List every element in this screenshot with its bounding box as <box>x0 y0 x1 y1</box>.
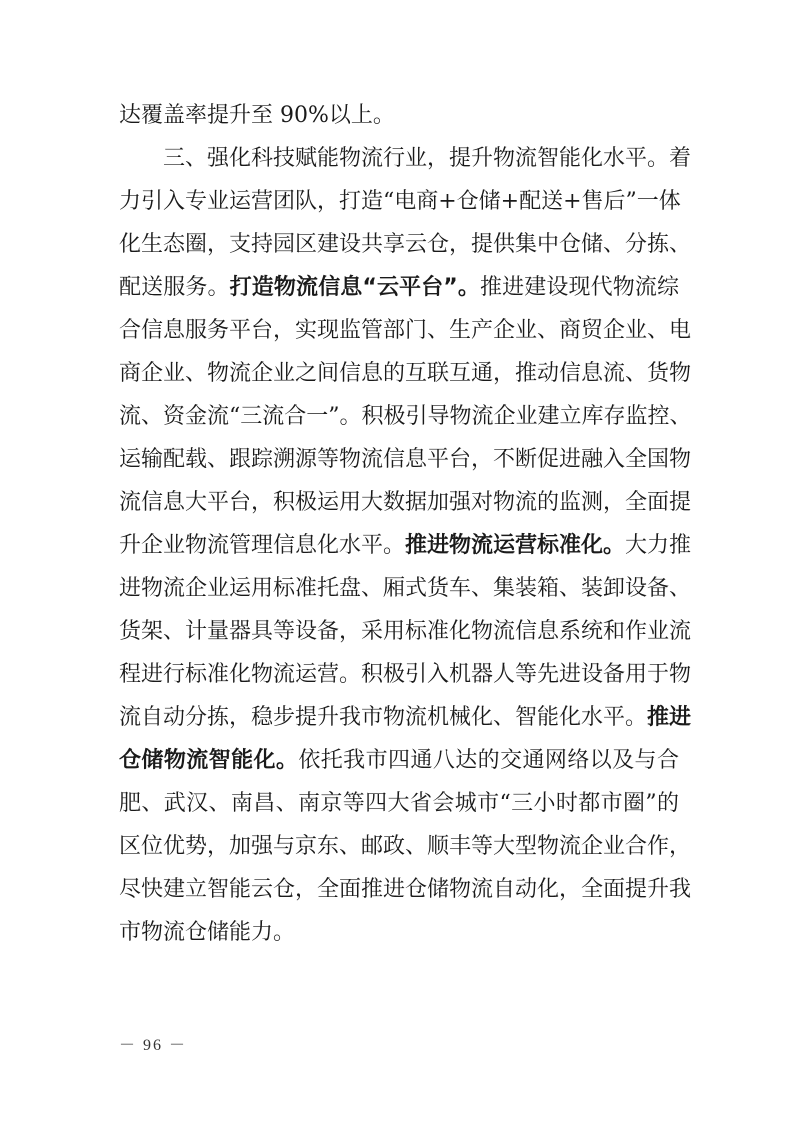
line-5-text-a: 配送服务。 <box>119 275 230 300</box>
line-15-text-a: 流自动分拣，稳步提升我市物流机械化、智能化水平。 <box>119 705 648 730</box>
text-line-8 <box>119 399 692 435</box>
text-line-9 <box>119 442 692 478</box>
line-6-text: 合信息服务平台，实现监管部门、生产企业、商贸企业、电 <box>119 318 692 343</box>
text-line-19 <box>119 872 692 908</box>
text-line-1 <box>119 98 679 134</box>
line-7-text: 商企业、物流企业之间信息的互联互通，推动信息流、货物 <box>119 361 692 386</box>
text-line-5 <box>119 270 679 306</box>
text-line-18 <box>119 829 692 865</box>
text-line-2 <box>163 141 692 177</box>
text-line-12 <box>119 571 692 607</box>
line-20-text: 市物流仓储能力。 <box>119 920 296 945</box>
line-3-text: 力引入专业运营团队，打造“电商+仓储+配送+售后”一体 <box>119 189 681 214</box>
bold-heading-warehousing-end: 仓储物流智能化。 <box>119 748 299 773</box>
line-11-text-a: 升企业物流管理信息化水平。 <box>119 533 406 558</box>
page-number: － 96 － <box>119 1037 188 1054</box>
line-18-text: 区位优势，加强与京东、邮政、顺丰等大型物流企业合作， <box>119 834 692 859</box>
line-19-text: 尽快建立智能云仓，全面推进仓储物流自动化，全面提升我 <box>119 877 692 902</box>
text-line-16 <box>119 743 679 779</box>
text-line-7 <box>119 356 692 392</box>
section-three-heading-text: 三、强化科技赋能物流行业，提升物流智能化水平。着 <box>163 146 692 171</box>
text-line-14 <box>119 657 692 693</box>
bold-heading-standardization: 推进物流运营标准化。 <box>405 533 626 558</box>
bold-heading-cloud-platform: 打造物流信息“云平台”。 <box>229 275 481 300</box>
line-5-text-c: 推进建设现代物流综 <box>480 275 679 300</box>
line-9-text: 运输配载、跟踪溯源等物流信息平台，不断促进融入全国物 <box>119 447 692 472</box>
text-line-20 <box>119 915 679 951</box>
line-14-text: 程进行标准化物流运营。积极引入机器人等先进设备用于物 <box>119 662 692 687</box>
line-11-text-c: 大力推 <box>625 533 692 558</box>
text-line-4 <box>119 227 692 263</box>
line-1-text: 达覆盖率提升至 90%以上。 <box>119 103 395 128</box>
text-line-6 <box>119 313 692 349</box>
text-line-11 <box>119 528 692 564</box>
bold-heading-warehousing-start: 推进 <box>647 705 692 730</box>
text-line-10 <box>119 485 692 521</box>
line-4-text: 化生态圈，支持园区建设共享云仓，提供集中仓储、分拣、 <box>119 232 692 257</box>
text-line-13 <box>119 614 692 650</box>
text-line-17 <box>119 786 679 822</box>
line-16-text-b: 依托我市四通八达的交通网络以及与合 <box>298 748 679 773</box>
line-12-text: 进物流企业运用标准托盘、厢式货车、集装箱、装卸设备、 <box>119 576 692 601</box>
line-8-text: 流、资金流“三流合一”。积极引导物流企业建立库存监控、 <box>119 404 692 429</box>
text-line-15 <box>119 700 692 736</box>
line-10-text: 流信息大平台，积极运用大数据加强对物流的监测，全面提 <box>119 490 692 515</box>
text-line-3 <box>119 184 679 220</box>
line-17-text: 肥、武汉、南昌、南京等四大省会城市“三小时都市圈”的 <box>119 791 679 816</box>
line-13-text: 货架、计量器具等设备，采用标准化物流信息系统和作业流 <box>119 619 692 644</box>
